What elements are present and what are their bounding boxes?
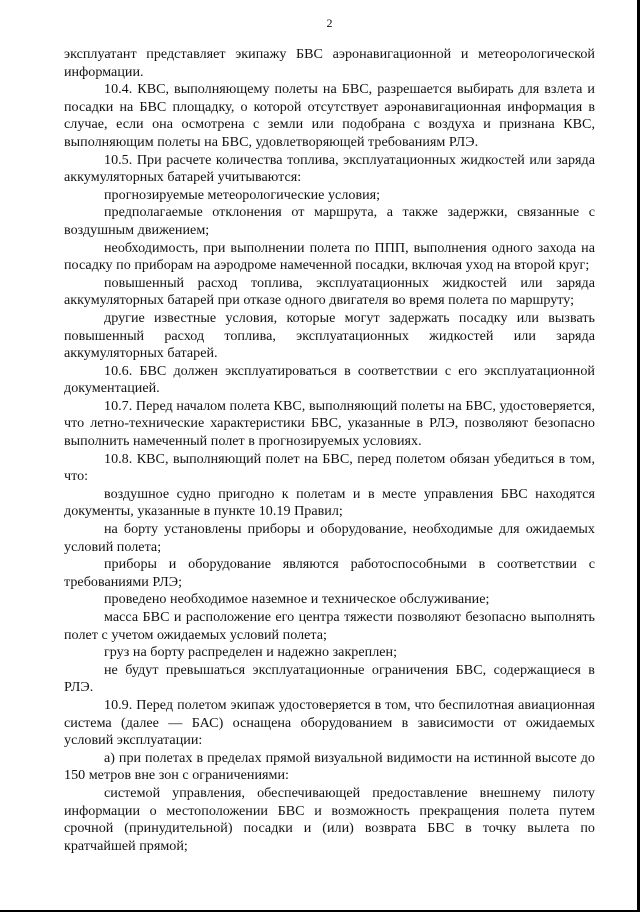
paragraph: предполагаемые отклонения от маршрута, а также задержки, связанные с воздушным движением; (64, 204, 595, 238)
paragraph: груз на борту распределен и надежно закреплен; (104, 644, 398, 661)
paragraph: системой управления, обеспечивающей предоставление внешнему пилоту информации о местоположении БВС и возможность прекращения полета путем срочной (принудительной) посадки и (или) возврата БВС в точку вылета по кратчайшей прямой; (64, 784, 595, 854)
page-number: 2 (326, 16, 333, 30)
paragraph: масса БВС и расположение его центра тяжести позволяют безопасно выполнять полет с учетом ожидаемых условий полета; (64, 609, 595, 643)
paragraph: другие известные условия, которые могут задержать посадку или вызвать повышенный расход топлива, эксплуатационных жидкостей или заряда аккумуляторных батарей. (64, 309, 595, 362)
paragraph: 10.7. Перед началом полета КВС, выполняющий полеты на БВС, удостоверяется, что летно-технические характеристики БВС, указанные в РЛЭ, позволяют безопасно выполнить намеченный полет в прогнозируемых условиях. (64, 397, 595, 450)
paragraph: 10.4. КВС, выполняющему полеты на БВС, разрешается выбирать для взлета и посадки на БВС площадку, о которой отсутствует аэронавигационная информация в случае, если она осмотрена с земли или подобрана с воздуха и признана КВС, выполняющим полеты на БВС, удовлетворяющей требованиям РЛЭ. (64, 81, 595, 150)
paragraph: 10.8. КВС, выполняющий полет на БВС, перед полетом обязан убедиться в том, что: (64, 450, 595, 485)
paragraph: приборы и оборудование являются работоспособными в соответствии с требованиями РЛЭ; (64, 556, 595, 590)
paragraph: необходимость, при выполнении полета по ППП, выполнения одного захода на посадку по приборам на аэродроме намеченной посадки, включая уход на второй круг; (64, 239, 595, 274)
paragraph: проведено необходимое наземное и техническое обслуживание; (104, 591, 490, 608)
paragraph: эксплуатант представляет экипажу БВС аэронавигационной и метеорологической информации. (64, 46, 595, 80)
paragraph: а) при полетах в пределах прямой визуальной видимости на истинной высоте до 150 метров вне зон с ограничениями: (64, 749, 595, 784)
paragraph: на борту установлены приборы и оборудование, необходимые для ожидаемых условий полета; (64, 521, 595, 555)
paragraph: 10.6. БВС должен эксплуатироваться в соответствии с его эксплуатационной документацией. (64, 362, 595, 397)
paragraph: не будут превышаться эксплуатационные ограничения БВС, содержащиеся в РЛЭ. (64, 661, 595, 696)
paragraph: воздушное судно пригодно к полетам и в месте управления БВС находятся документы, указанные в пункте 10.19 Правил; (64, 485, 595, 520)
paragraph: повышенный расход топлива, эксплуатационных жидкостей или заряда аккумуляторных батарей при отказе одного двигателя во время полета по маршруту; (64, 274, 595, 309)
paragraph: 10.5. При расчете количества топлива, эксплуатационных жидкостей или заряда аккумуляторных батарей учитываются: (64, 151, 595, 186)
paragraph: 10.9. Перед полетом экипаж удостоверяется в том, что беспилотная авиационная система (далее — БАС) оснащена оборудованием в зависимости от ожидаемых условий эксплуатации: (64, 696, 595, 749)
document-body (64, 46, 595, 855)
paragraph: прогнозируемые метеорологические условия; (104, 186, 381, 203)
